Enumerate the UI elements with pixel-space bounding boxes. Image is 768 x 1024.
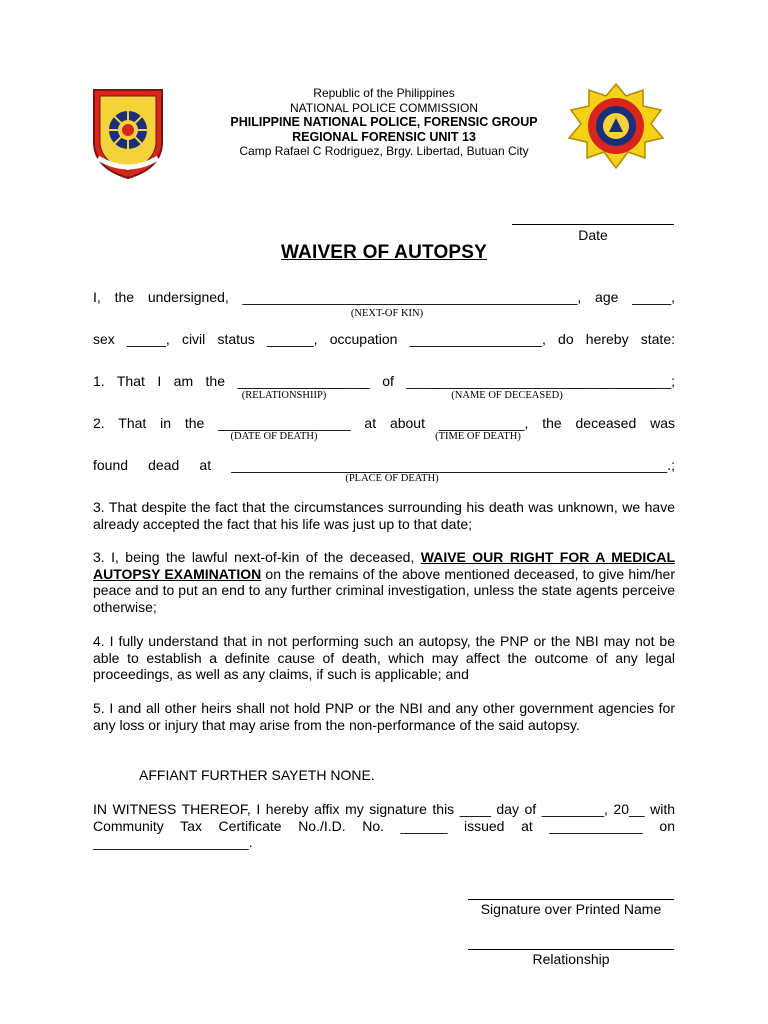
waiver-intro-text: 3. I, being the lawful next-of-kin of the deceased,	[93, 549, 421, 565]
deceased-name-caption: (NAME OF DECEASED)	[451, 390, 563, 401]
letterhead	[190, 86, 578, 159]
sex-civil-status-line: sex _____, civil status ______, occupation _________________, do hereby state:	[93, 331, 675, 347]
date-time-line: 2. That in the _________________ at about ___________, the deceased was	[93, 415, 675, 431]
waiver-remainder-text: on the remains of the above mentioned deceased, to give him/her peace and to put an end to any further criminal investigation, unless the state agents perceive otherwise;	[93, 565, 675, 615]
relationship-signature-line	[468, 949, 674, 950]
paragraph-3-acceptance: 3. That despite the fact that the circumstances surrounding his death was unknown, we have already accepted the fact that his life was just up to that date;	[93, 499, 675, 532]
date-label: Date	[578, 227, 608, 243]
signature-label: Signature over Printed Name	[480, 901, 662, 917]
waiver-emphasis-text: WAIVE OUR RIGHT FOR A MEDICAL AUTOPSY EXAMINATION	[93, 549, 675, 582]
found-dead-line: found dead at ________________________________________________________.;	[93, 457, 675, 473]
paragraph-5-heirs: 5. I and all other heirs shall not hold PNP or the NBI and any other government agencies for any loss or injury that may arise from the non-performance of the said autopsy.	[93, 700, 675, 733]
undersigned-line: I, the undersigned, ___________________________________________, age _____,	[93, 289, 675, 305]
commission-text: NATIONAL POLICE COMMISSION	[289, 100, 479, 115]
relationship-line: 1. That I am the _________________ of __________________________________;	[93, 373, 675, 389]
relationship-caption: (RELATIONSHIIP)	[241, 390, 327, 401]
republic-text: Republic of the Philippines	[313, 86, 455, 100]
paragraph-3-waiver	[93, 549, 675, 615]
date-blank-line	[512, 224, 674, 225]
signature-line	[468, 899, 674, 900]
forensic-group-badge-logo	[563, 82, 669, 170]
place-of-death-caption: (PLACE OF DEATH)	[345, 473, 439, 484]
next-of-kin-caption: (NEXT-OF KIN)	[350, 308, 424, 319]
affiant-statement: AFFIANT FURTHER SAYETH NONE.	[139, 767, 375, 783]
paragraph-4-understanding: 4. I fully understand that in not performing such an autopsy, the PNP or the NBI may not be able to establish a definite cause of death, which may affect the outcome of any legal proceedings, as well as any claims, if such is applicable; and	[93, 633, 675, 682]
address-text: Camp Rafael C Rodriguez, Brgy. Libertad, Butuan City	[239, 144, 529, 158]
pnp-seal-logo	[88, 86, 168, 180]
witness-paragraph: IN WITNESS THEREOF, I hereby affix my signature this ____ day of ________, 20__ with Community Tax Certificate No./I.D. No. ______ issued at ____________ on ____________________.	[93, 801, 675, 850]
relationship-label: Relationship	[532, 951, 610, 967]
time-of-death-caption: (TIME OF DEATH)	[435, 431, 521, 442]
pnp-group-text: PHILIPPINE NATIONAL POLICE, FORENSIC GROUP	[230, 115, 538, 129]
document-title: WAIVER OF AUTOPSY	[280, 242, 488, 263]
unit-text: REGIONAL FORENSIC UNIT 13	[292, 129, 476, 144]
date-of-death-caption: (DATE OF DEATH)	[230, 431, 318, 442]
